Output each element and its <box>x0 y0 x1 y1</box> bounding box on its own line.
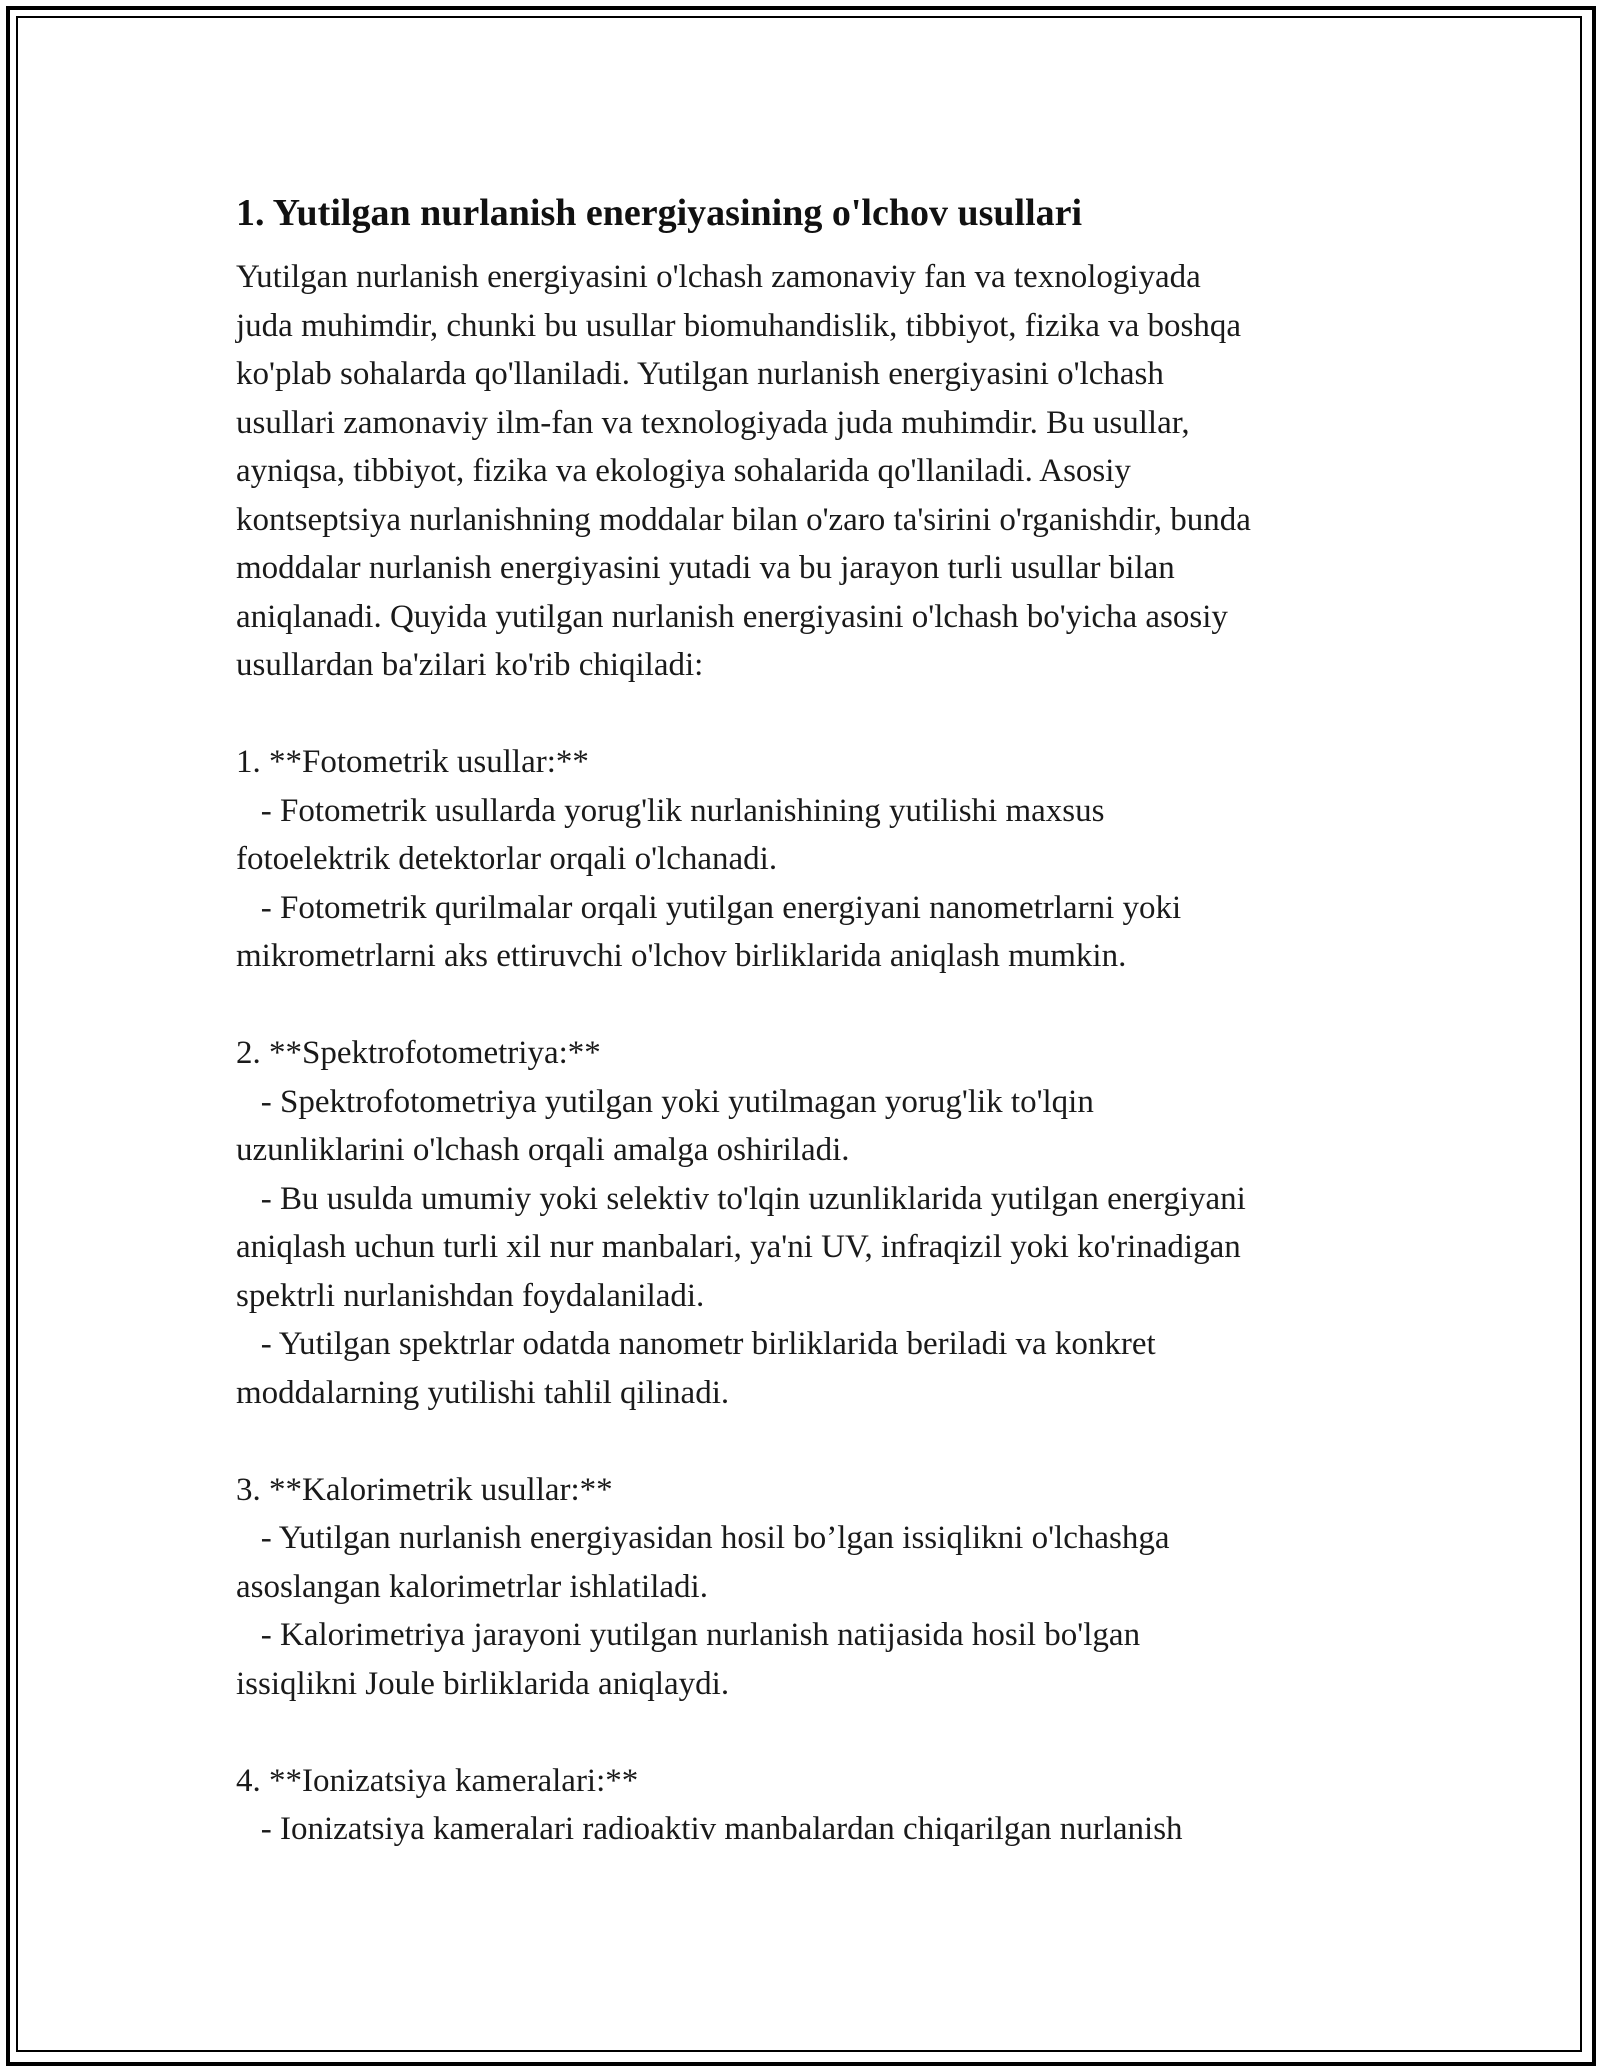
intro-line: Yutilgan nurlanish energiyasini o'lchash zamonaviy fan va texnologiyada <box>236 259 1201 295</box>
intro-line: kontseptsiya nurlanishning moddalar bilan o'zaro ta'sirini o'rganishdir, bunda <box>236 501 1251 538</box>
method-title: 4. **Ionizatsiya kameralari:** <box>236 1762 639 1799</box>
method-line: issiqlikni Joule birliklarida aniqlaydi. <box>236 1665 730 1702</box>
method-title: 3. **Kalorimetrik usullar:** <box>236 1471 613 1508</box>
method-section-spectrophotometry <box>236 1029 1396 1417</box>
method-section-ionization <box>236 1757 1396 1854</box>
method-line: moddalarning yutilishi tahlil qilinadi. <box>236 1374 730 1411</box>
intro-line: juda muhimdir, chunki bu usullar biomuhandislik, tibbiyot, fizika va boshqa <box>236 307 1242 344</box>
intro-line: aniqlanadi. Quyida yutilgan nurlanish energiyasini o'lchash bo'yicha asosiy <box>236 598 1228 635</box>
method-line: - Bu usulda umumiy yoki selektiv to'lqin uzunliklarida yutilgan energiyani <box>236 1180 1246 1217</box>
intro-line: ko'plab sohalarda qo'llaniladi. Yutilgan nurlanish energiyasini o'lchash <box>236 356 1164 392</box>
paragraph-spacer <box>236 981 1396 1030</box>
method-section-photometric <box>236 738 1396 981</box>
intro-line: moddalar nurlanish energiyasini yutadi va bu jarayon turli usullar bilan <box>236 550 1175 586</box>
method-line: spektrli nurlanishdan foydalaniladi. <box>236 1277 705 1314</box>
method-section-calorimetric <box>236 1466 1396 1709</box>
section-heading: 1. Yutilgan nurlanish energiyasining o'lchov usullari <box>236 192 1083 234</box>
method-line: mikrometrlarni aks ettiruvchi o'lchov birliklarida aniqlash mumkin. <box>236 938 1127 974</box>
paragraph-spacer <box>236 690 1396 739</box>
method-line: - Kalorimetriya jarayoni yutilgan nurlanish natijasida hosil bo'lgan <box>236 1617 1141 1653</box>
intro-paragraph <box>236 253 1396 690</box>
method-line: aniqlash uchun turli xil nur manbalari, ya'ni UV, infraqizil yoki ko'rinadigan <box>236 1229 1241 1265</box>
method-line: - Yutilgan spektrlar odatda nanometr birliklarida beriladi va konkret <box>236 1326 1156 1362</box>
document-page <box>236 183 1396 1854</box>
intro-line: ayniqsa, tibbiyot, fizika va ekologiya sohalarida qo'llaniladi. Asosiy <box>236 453 1131 489</box>
method-line: - Fotometrik usullarda yorug'lik nurlanishining yutilishi maxsus <box>236 792 1105 829</box>
paragraph-spacer <box>236 1417 1396 1466</box>
method-line: asoslangan kalorimetrlar ishlatiladi. <box>236 1568 708 1605</box>
method-line: - Fotometrik qurilmalar orqali yutilgan energiyani nanometrlarni yoki <box>236 889 1182 926</box>
paragraph-spacer <box>236 1708 1396 1757</box>
method-line: fotoelektrik detektorlar orqali o'lchanadi. <box>236 841 778 877</box>
method-line: - Spektrofotometriya yutilgan yoki yutilmagan yorug'lik to'lqin <box>236 1083 1094 1120</box>
method-line: uzunliklarini o'lchash orqali amalga oshiriladi. <box>236 1132 850 1168</box>
intro-line: usullardan ba'zilari ko'rib chiqiladi: <box>236 647 704 683</box>
method-line: - Ionizatsiya kameralari radioaktiv manbalardan chiqarilgan nurlanish <box>236 1811 1183 1847</box>
method-title: 2. **Spektrofotometriya:** <box>236 1035 601 1071</box>
method-line: - Yutilgan nurlanish energiyasidan hosil bo’lgan issiqlikni o'lchashga <box>236 1520 1170 1556</box>
intro-line: usullari zamonaviy ilm-fan va texnologiyada juda muhimdir. Bu usullar, <box>236 404 1190 441</box>
method-title: 1. **Fotometrik usullar:** <box>236 744 589 780</box>
